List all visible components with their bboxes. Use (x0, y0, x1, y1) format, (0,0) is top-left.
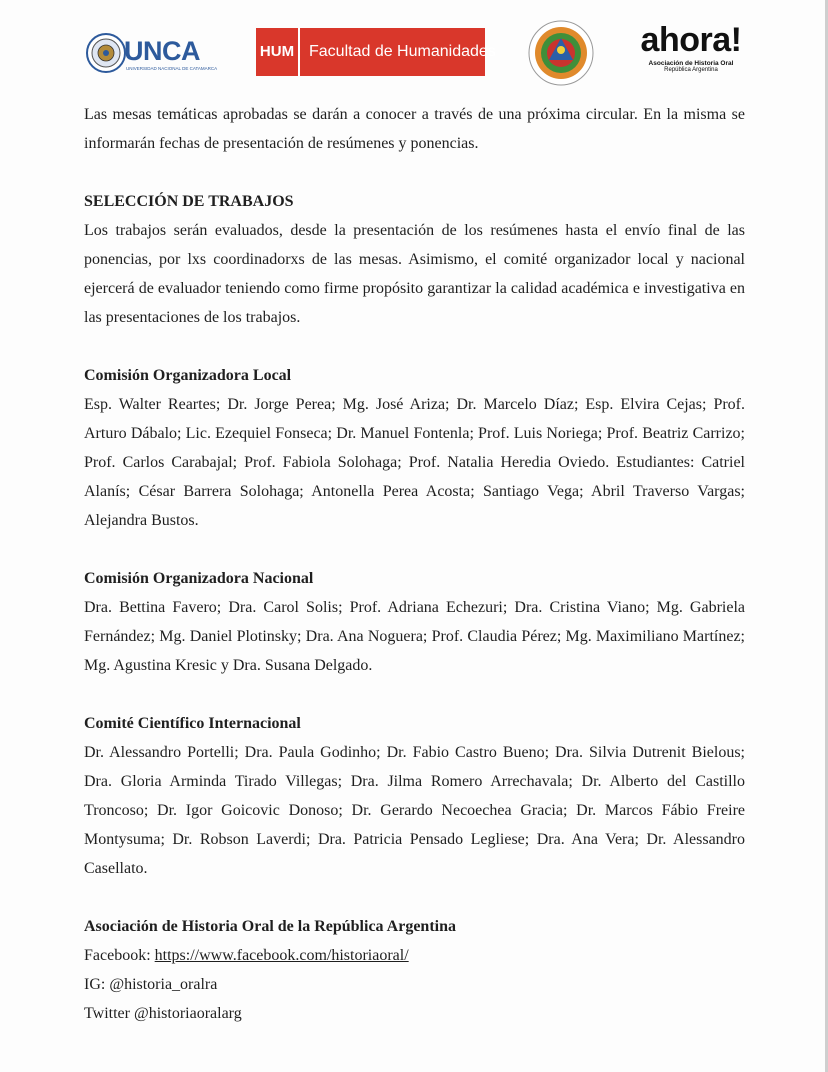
cientifico-heading: Comité Científico Internacional (84, 715, 301, 732)
logo-header (0, 0, 828, 100)
hum-tag: HUM (256, 28, 300, 76)
nacional-heading: Comisión Organizadora Nacional (84, 570, 314, 587)
instagram-line: IG: @historia_oralra (84, 976, 218, 993)
twitter-line: Twitter @historiaoralarg (84, 1005, 242, 1022)
ahora-line1: Asociación de Historia Oral (648, 60, 734, 67)
document-body (84, 100, 745, 1028)
facebook-link[interactable]: https://www.facebook.com/historiaoral/ (154, 947, 409, 964)
facebook-line (84, 941, 745, 970)
unca-seal-icon (86, 33, 126, 73)
ahora-line2: República Argentina (664, 67, 718, 73)
seleccion-paragraph: Los trabajos serán evaluados, desde la presentación de los resúmenes hasta el envío final de las ponencias, por lxs coordinadorxs de las mesas. Asimismo, el comité organizador local y nacional ejercerá de evaluador teniendo como firme propósito garantizar la calidad académica e investigativa en las presentaciones de los trabajos. (84, 222, 745, 326)
cientifico-paragraph: Dr. Alessandro Portelli; Dra. Paula Godinho; Dr. Fabio Castro Bueno; Dra. Silvia Dutrenit Bielous; Dra. Gloria Arminda Tirado Villegas; Dra. Jilma Romero Arrechavala; Dr. Alberto del Castillo Troncoso; Dr. Igor Goicovic Donoso; Dr. Gerardo Necoechea Gracia; Dr. Marcos Fábio Freire Montysuma; Dr. Robson Laverdi; Dra. Patricia Pensado Legliese; Dra. Ana Vera; Dr. Alessandro Casellato. (84, 744, 745, 877)
departamento-historia-logo (528, 20, 594, 86)
intro-paragraph: Las mesas temáticas aprobadas se darán a conocer a través de una próxima circular. En la misma se informarán fechas de presentación de resúmenes y ponencias. (84, 106, 745, 152)
facebook-label: Facebook: (84, 947, 155, 964)
ahora-logo (636, 22, 746, 88)
local-paragraph: Esp. Walter Reartes; Dr. Jorge Perea; Mg. José Ariza; Dr. Marcelo Díaz; Esp. Elvira Cejas; Prof. Arturo Dábalo; Lic. Ezequiel Fonseca; Dr. Manuel Fontenla; Prof. Luis Noriega; Prof. Beatriz Carrizo; Prof. Carlos Carabajal; Prof. Fabiola Solohaga; Prof. Natalia Heredia Oviedo. Estudiantes: Catriel Alanís; César Barrera Solohaga; Antonella Perea Acosta; Santiago Vega; Abril Traverso Vargas; Alejandra Bustos. (84, 396, 745, 529)
local-heading: Comisión Organizadora Local (84, 367, 292, 384)
unca-subtitle: UNIVERSIDAD NACIONAL DE CATAMARCA (126, 66, 218, 71)
unca-wordmark: UNCA (124, 36, 200, 66)
unca-logo (86, 33, 218, 75)
seleccion-heading: SELECCIÓN DE TRABAJOS (84, 193, 294, 210)
hum-logo (256, 28, 496, 76)
nacional-paragraph: Dra. Bettina Favero; Dra. Carol Solis; Prof. Adriana Echezuri; Dra. Cristina Viano; Mg. Gabriela Fernández; Mg. Daniel Plotinsky; Dra. Ana Noguera; Prof. Claudia Pérez; Mg. Maximiliano Martínez; Mg. Agustina Kresic y Dra. Susana Delgado. (84, 599, 745, 674)
asociacion-heading: Asociación de Historia Oral de la República Argentina (84, 918, 456, 935)
ahora-wordmark: ahora! (640, 21, 742, 59)
departamento-historia-seal-icon (528, 20, 594, 86)
hum-name: Facultad de Humanidades (309, 43, 496, 60)
